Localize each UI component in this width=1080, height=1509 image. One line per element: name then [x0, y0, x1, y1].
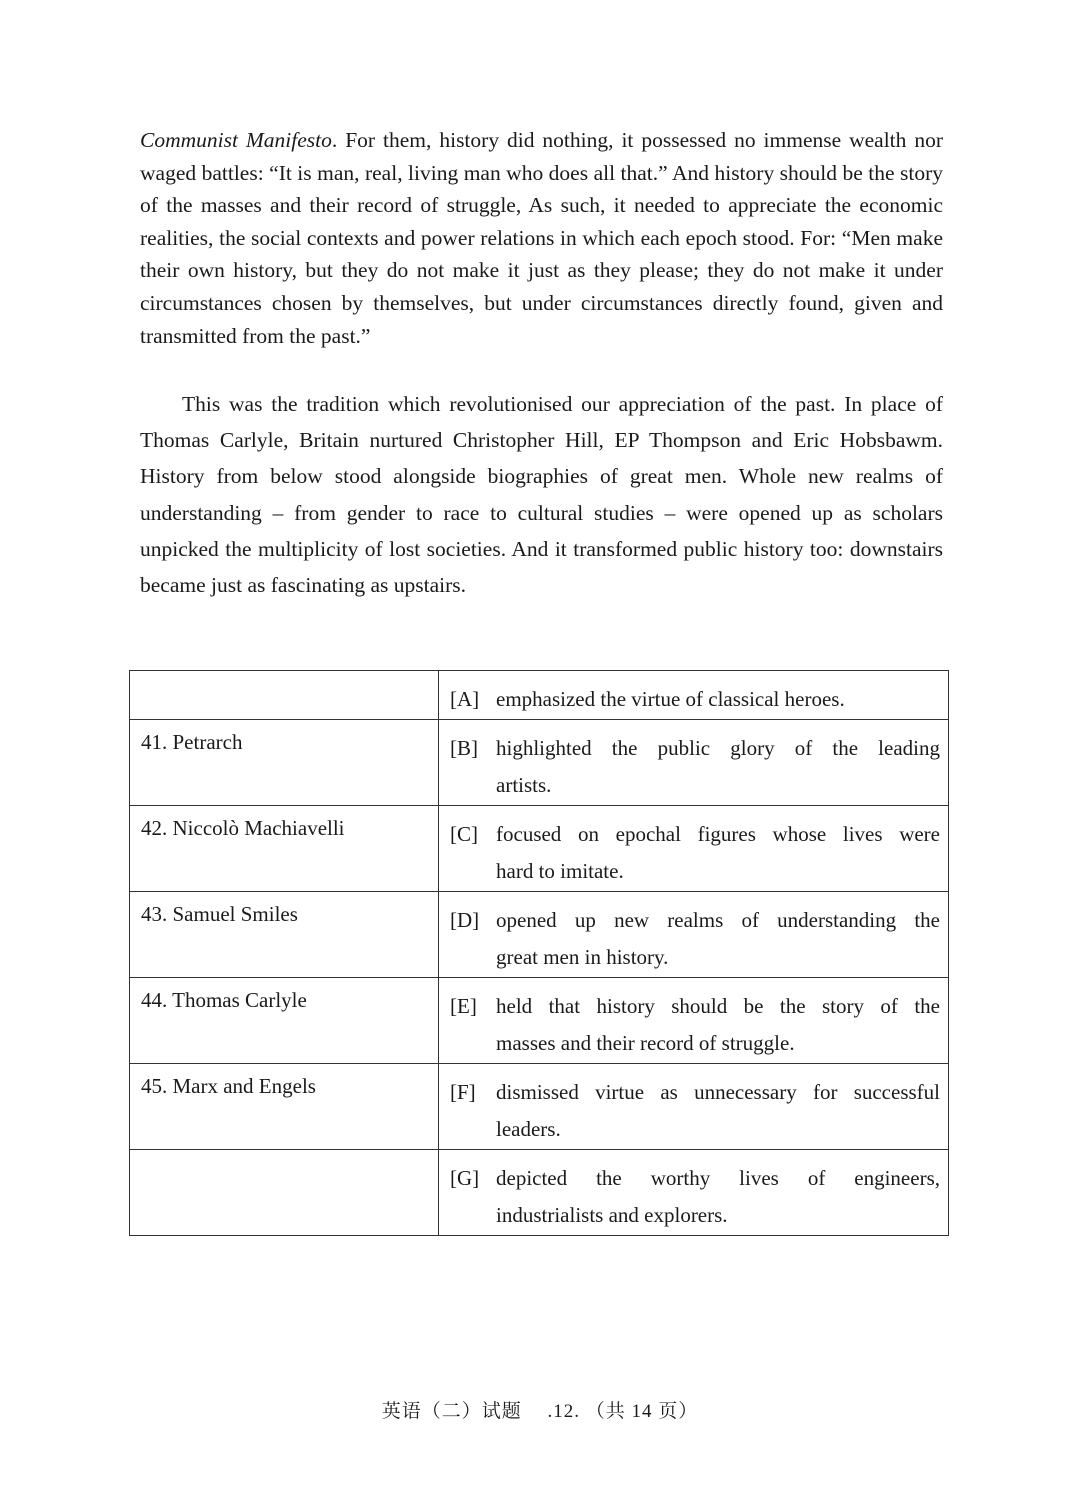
option-line-2: masses and their record of struggle.	[496, 1031, 795, 1055]
option-line-1: opened up new realms of understanding the	[496, 907, 940, 932]
table-row	[130, 1149, 949, 1235]
table-row	[130, 977, 949, 1063]
table-row	[130, 719, 949, 805]
option-letter: [A]	[450, 687, 480, 711]
item-cell: 45. Marx and Engels	[130, 1063, 439, 1149]
option-text	[450, 988, 940, 1063]
option-text	[450, 902, 940, 977]
option-line-1: depicted the worthy lives of engineers,	[496, 1165, 940, 1190]
option-cell	[439, 1149, 949, 1235]
option-text	[450, 1160, 940, 1235]
option-line-2: artists.	[496, 773, 552, 797]
paragraph-1-text: . For them, history did nothing, it possessed no immense wealth nor waged battles: “It is man, real, living man who does all that.” And history should be the story of the masses and their record of struggle, As such, it needed to appreciate the economic realities, the social contexts and power relations in which each epoch stood. For: “Men make their own history, but they do not make it just as they please; they do not make it under circumstances chosen by themselves, but under circumstances directly found, given and transmitted from the past.”	[140, 128, 944, 348]
option-cell	[439, 891, 949, 977]
table-row	[130, 671, 949, 720]
option-cell	[439, 1063, 949, 1149]
item-cell: 43. Samuel Smiles	[130, 891, 439, 977]
option-letter: [C]	[450, 821, 478, 846]
option-text	[450, 816, 940, 891]
passage-paragraph-2: This was the tradition which revolutionised our appreciation of the past. In place of Thomas Carlyle, Britain nurtured Christopher Hill, EP Thompson and Eric Hobsbawm. History from below stood alongside biographies of great men. Whole new realms of understanding – from gender to race to cultural studies – were opened up as scholars unpicked the multiplicity of lost societies. And it transformed public history too: downstairs became just as fascinating as upstairs.	[140, 392, 943, 598]
table-row	[130, 891, 949, 977]
option-cell	[439, 977, 949, 1063]
option-letter: [B]	[450, 735, 478, 760]
item-cell: 42. Niccolò Machiavelli	[130, 805, 439, 891]
option-text	[450, 681, 940, 719]
option-letter: [F]	[450, 1079, 476, 1104]
option-line-1: held that history should be the story of the	[496, 993, 940, 1018]
item-cell: 41. Petrarch	[130, 719, 439, 805]
option-text	[450, 730, 940, 805]
option-cell	[439, 805, 949, 891]
option-letter: [E]	[450, 993, 477, 1018]
option-line-1: dismissed virtue as unnecessary for successful	[496, 1079, 940, 1104]
option-line-2: leaders.	[496, 1117, 561, 1141]
book-title: Communist Manifesto	[140, 128, 332, 152]
page-footer: 英语（二）试题 .12. （共 14 页）	[381, 1401, 699, 1422]
option-line-2: industrialists and explorers.	[496, 1203, 728, 1227]
table-row	[130, 1063, 949, 1149]
item-cell	[130, 1149, 439, 1235]
table-row	[130, 805, 949, 891]
option-line-1: focused on epochal figures whose lives were	[496, 821, 940, 846]
item-cell	[130, 671, 439, 720]
matching-table	[129, 670, 949, 1236]
option-letter: [G]	[450, 1165, 480, 1190]
option-cell	[439, 671, 949, 720]
option-line-2: great men in history.	[496, 945, 669, 969]
passage-paragraph-1	[140, 124, 943, 352]
option-line-2: hard to imitate.	[496, 859, 624, 883]
option-line-1: highlighted the public glory of the leading	[496, 735, 940, 760]
option-cell	[439, 719, 949, 805]
option-text	[450, 1074, 940, 1149]
item-cell: 44. Thomas Carlyle	[130, 977, 439, 1063]
option-line-1: emphasized the virtue of classical heroes.	[496, 687, 845, 711]
option-letter: [D]	[450, 907, 480, 932]
